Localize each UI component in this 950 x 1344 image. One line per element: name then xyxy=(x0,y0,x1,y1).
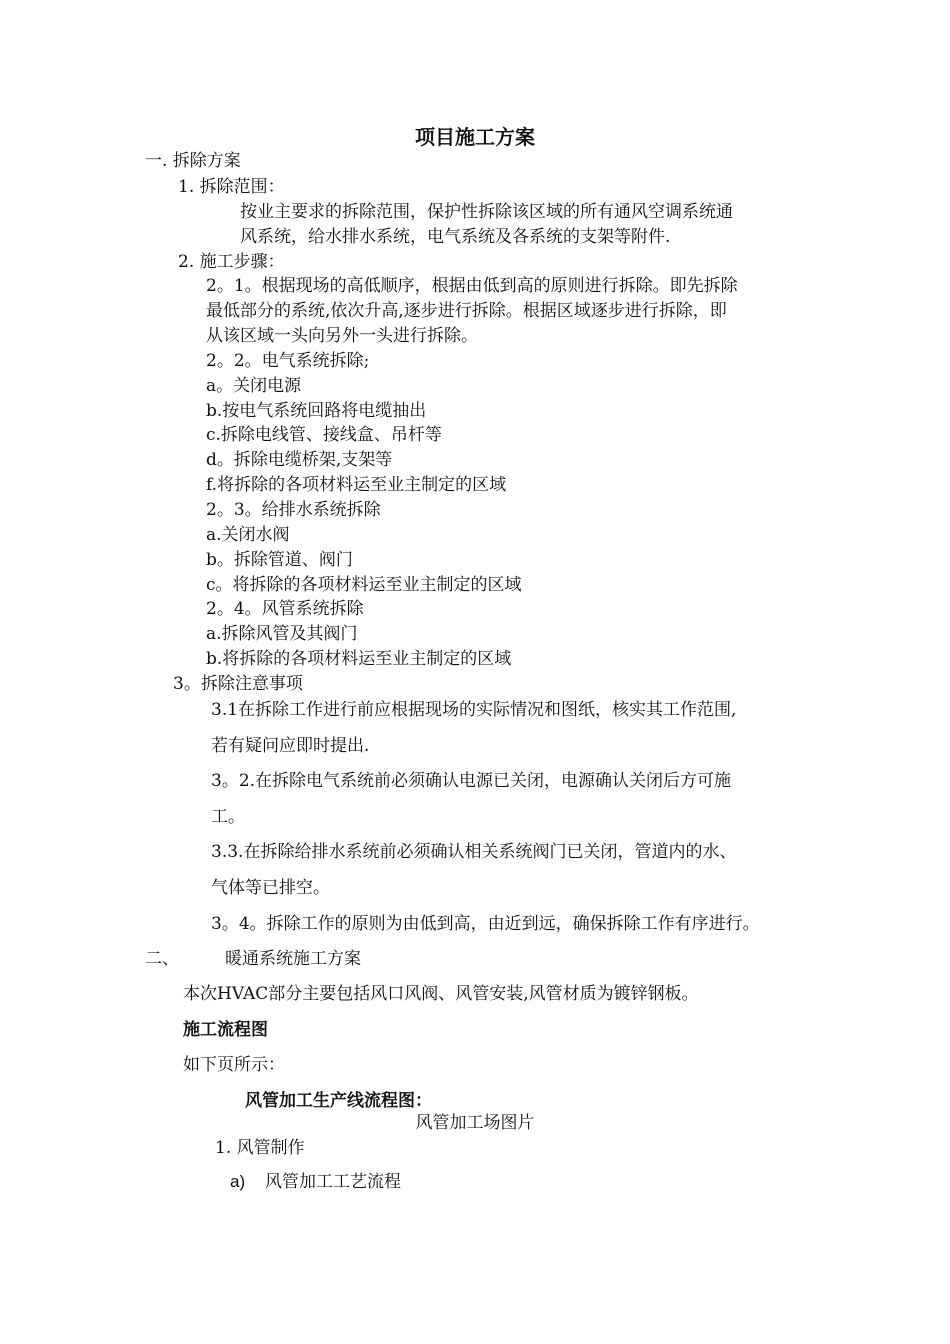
paragraph-line: 工。 xyxy=(211,807,245,827)
paragraph-line: 3.1在拆除工作进行前应根据现场的实际情况和图纸，核实其工作范围, xyxy=(211,700,737,720)
subsection-heading: 2。2。电气系统拆除; xyxy=(206,351,370,371)
list-item: 风管加工工艺流程 xyxy=(265,1172,401,1192)
paragraph-line: 3。4。拆除工作的原则为由低到高，由近到远，确保拆除工作有序进行。 xyxy=(211,914,760,934)
item-2-heading: 2. 施工步骤： xyxy=(178,252,285,272)
production-line-heading: 风管加工生产线流程图： xyxy=(245,1091,432,1111)
list-item: f.将拆除的各项材料运至业主制定的区域 xyxy=(206,475,507,495)
paragraph-line: 若有疑问应即时提出. xyxy=(211,736,370,756)
list-marker: a) xyxy=(230,1172,246,1191)
item-1-heading: 1. 风管制作 xyxy=(215,1138,305,1158)
list-item: a。关闭电源 xyxy=(206,376,302,396)
subsection-heading: 2。3。给排水系统拆除 xyxy=(206,500,381,520)
paragraph-line: 3。2.在拆除电气系统前必须确认电源已关闭，电源确认关闭后方可施 xyxy=(211,771,732,791)
section-2-heading: 暖通系统施工方案 xyxy=(225,949,361,969)
paragraph-line: 风系统，给水排水系统，电气系统及各系统的支架等附件. xyxy=(240,227,671,247)
paragraph-line: 气体等已排空。 xyxy=(211,878,330,898)
list-item: c.拆除电线管、接线盒、吊杆等 xyxy=(206,425,442,445)
list-item: a.拆除风管及其阀门 xyxy=(206,624,358,644)
list-item: b.按电气系统回路将电缆抽出 xyxy=(206,401,427,421)
section-1-heading: 一. 拆除方案 xyxy=(145,151,241,171)
paragraph-line: 最低部分的系统,依次升高,逐步进行拆除。根据区域逐步进行拆除，即 xyxy=(206,301,727,321)
paragraph-line: 本次HVAC部分主要包括风口风阀、风管安装,风管材质为镀锌钢板。 xyxy=(183,984,699,1004)
subsection-heading: 2。4。风管系统拆除 xyxy=(206,599,364,619)
section-2-number: 二、 xyxy=(145,949,179,969)
list-item: a.关闭水阀 xyxy=(206,525,290,545)
list-item: c。将拆除的各项材料运至业主制定的区域 xyxy=(206,575,522,595)
list-item: d。拆除电缆桥架,支架等 xyxy=(206,450,393,470)
flow-chart-heading: 施工流程图 xyxy=(183,1020,268,1040)
paragraph-line: 从该区域一头向另外一头进行拆除。 xyxy=(206,326,478,346)
paragraph-line: 2。1。根据现场的高低顺序，根据由低到高的原则进行拆除。即先拆除 xyxy=(206,276,738,296)
list-item: b.将拆除的各项材料运至业主制定的区域 xyxy=(206,649,512,669)
paragraph-line: 如下页所示： xyxy=(183,1055,285,1075)
item-1-heading: 1. 拆除范围： xyxy=(178,177,285,197)
image-caption: 风管加工场图片 xyxy=(415,1113,535,1133)
paragraph-line: 按业主要求的拆除范围，保护性拆除该区域的所有通风空调系统通 xyxy=(240,202,733,222)
paragraph-line: 3.3.在拆除给排水系统前必须确认相关系统阀门已关闭，管道内的水、 xyxy=(211,842,737,862)
item-3-heading: 3。拆除注意事项 xyxy=(173,674,303,694)
list-item: b。拆除管道、阀门 xyxy=(206,550,353,570)
page-title: 项目施工方案 xyxy=(415,125,535,149)
